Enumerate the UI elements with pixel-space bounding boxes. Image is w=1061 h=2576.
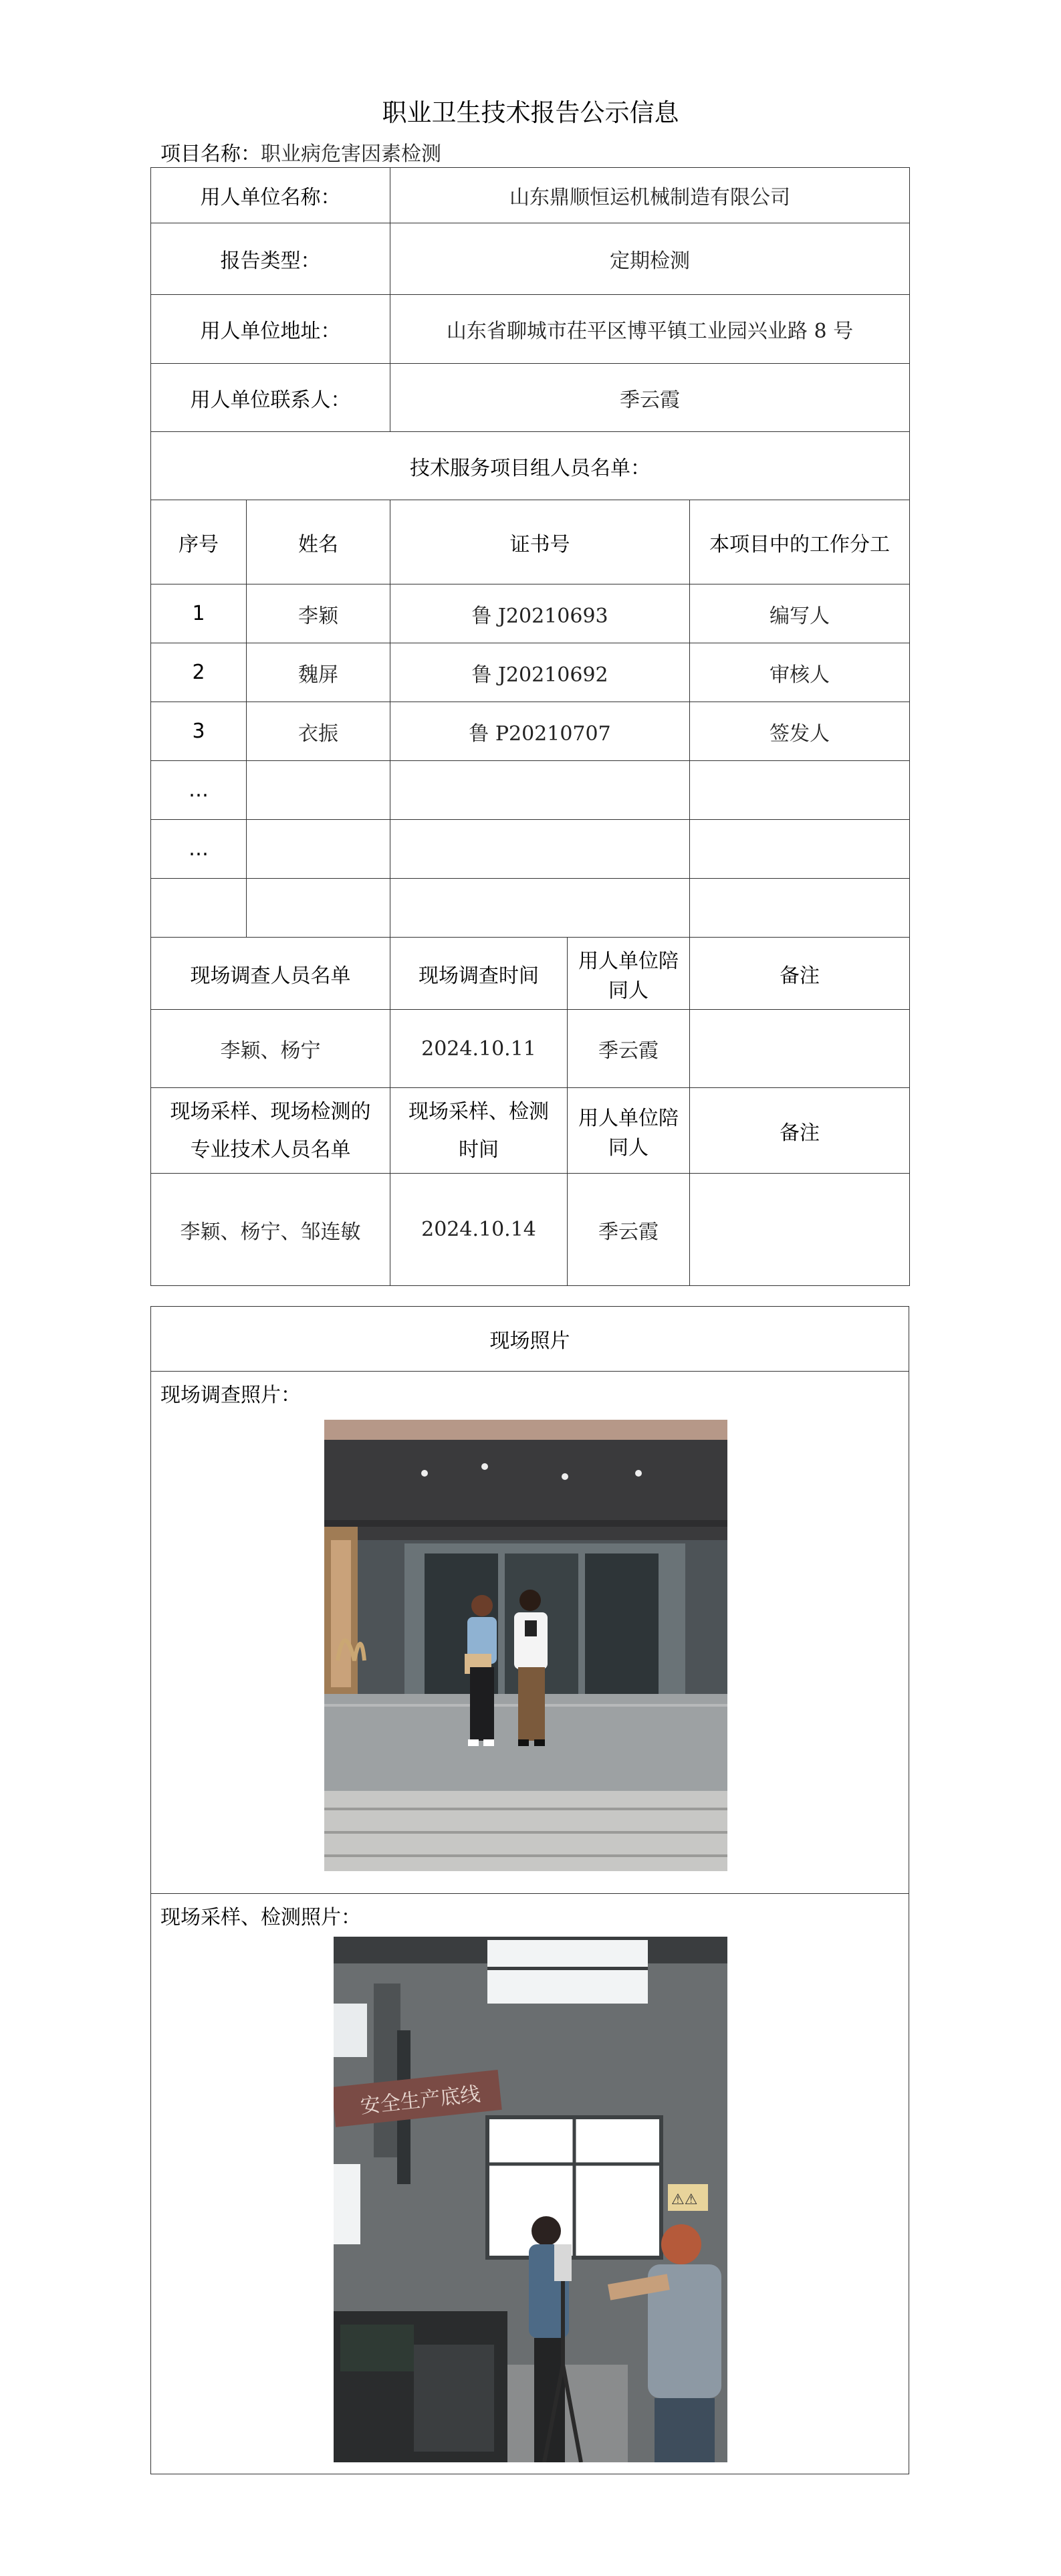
sampling-time: 2024.10.14 (390, 1174, 568, 1286)
row-no: 1 (151, 584, 247, 643)
document-title: 职业卫生技术报告公示信息 (382, 98, 679, 127)
row-role: 审核人 (690, 643, 910, 702)
row-name (247, 820, 390, 879)
team-header-cert: 证书号 (390, 500, 690, 584)
project-value: 职业病危害因素检测 (261, 142, 441, 166)
row-no (151, 879, 247, 938)
survey-time: 2024.10.11 (390, 1010, 568, 1088)
sampling-staff: 李颖、杨宁、邹连敏 (151, 1174, 390, 1286)
report-type-value: 定期检测 (390, 223, 910, 295)
sampling-header-note: 备注 (690, 1088, 910, 1174)
sampling-header-escort: 用人单位陪同人 (568, 1088, 690, 1174)
row-cert: 鲁 P20210707 (390, 702, 690, 761)
report-type-label: 报告类型： (151, 223, 390, 295)
sampling-note (690, 1174, 910, 1286)
address-value: 山东省聊城市茌平区博平镇工业园兴业路 8 号 (390, 295, 910, 364)
table-row (151, 584, 910, 643)
sampling-photo-image (334, 1937, 727, 2462)
survey-header-time: 现场调查时间 (390, 938, 568, 1010)
survey-header-staff: 现场调查人员名单 (151, 938, 390, 1010)
row-no: … (151, 820, 247, 879)
survey-photo-image (324, 1420, 727, 1871)
row-role (690, 761, 910, 820)
survey-note (690, 1010, 910, 1088)
sampling-photo (334, 1937, 727, 2462)
row-no: 3 (151, 702, 247, 761)
report-info-table (150, 167, 910, 1286)
table-row (151, 643, 910, 702)
photos-title: 现场照片 (151, 1307, 909, 1372)
sampling-header-staff-line2: 专业技术人员名单 (190, 1138, 351, 1162)
survey-staff: 李颖、杨宁 (151, 1010, 390, 1088)
contact-label: 用人单位联系人： (151, 364, 390, 432)
row-role (690, 879, 910, 938)
row-role: 签发人 (690, 702, 910, 761)
row-name: 李颖 (247, 584, 390, 643)
table-row (151, 820, 910, 879)
sampling-header-staff-line1: 现场采样、现场检测的 (170, 1099, 371, 1123)
team-header-no: 序号 (151, 500, 247, 584)
row-name (247, 879, 390, 938)
sampling-banner-text: 安全生产底线 (359, 2082, 481, 2119)
sampling-header-time-line1: 现场采样、检测 (408, 1099, 549, 1123)
table-row (151, 702, 910, 761)
sampling-escort: 季云霞 (568, 1174, 690, 1286)
survey-photo-label: 现场调查照片： (160, 1384, 301, 1407)
sampling-photo-label: 现场采样、检测照片： (160, 1906, 361, 1929)
row-role: 编写人 (690, 584, 910, 643)
contact-value: 季云霞 (390, 364, 910, 432)
row-cert: 鲁 J20210693 (390, 584, 690, 643)
table-row (151, 879, 910, 938)
sampling-header-time-line2: 时间 (459, 1138, 499, 1162)
survey-header-escort: 用人单位陪同人 (568, 938, 690, 1010)
project-name (160, 137, 441, 167)
row-cert (390, 820, 690, 879)
address-label: 用人单位地址： (151, 295, 390, 364)
row-cert (390, 761, 690, 820)
row-cert: 鲁 J20210692 (390, 643, 690, 702)
row-no: … (151, 761, 247, 820)
team-title: 技术服务项目组人员名单： (151, 432, 910, 500)
project-label: 项目名称： (160, 142, 261, 166)
row-no: 2 (151, 643, 247, 702)
employer-value: 山东鼎顺恒运机械制造有限公司 (390, 168, 910, 223)
team-header-role: 本项目中的工作分工 (690, 500, 910, 584)
warning-sign-icon: ⚠⚠ (671, 2191, 698, 2208)
survey-header-note: 备注 (690, 938, 910, 1010)
row-name: 衣振 (247, 702, 390, 761)
survey-photo (324, 1420, 727, 1871)
row-cert (390, 879, 690, 938)
row-name (247, 761, 390, 820)
table-row (151, 761, 910, 820)
team-header-name: 姓名 (247, 500, 390, 584)
survey-escort: 季云霞 (568, 1010, 690, 1088)
row-role (690, 820, 910, 879)
sampling-header-staff (151, 1088, 390, 1174)
employer-label: 用人单位名称： (151, 168, 390, 223)
row-name: 魏屏 (247, 643, 390, 702)
sampling-header-time (390, 1088, 568, 1174)
